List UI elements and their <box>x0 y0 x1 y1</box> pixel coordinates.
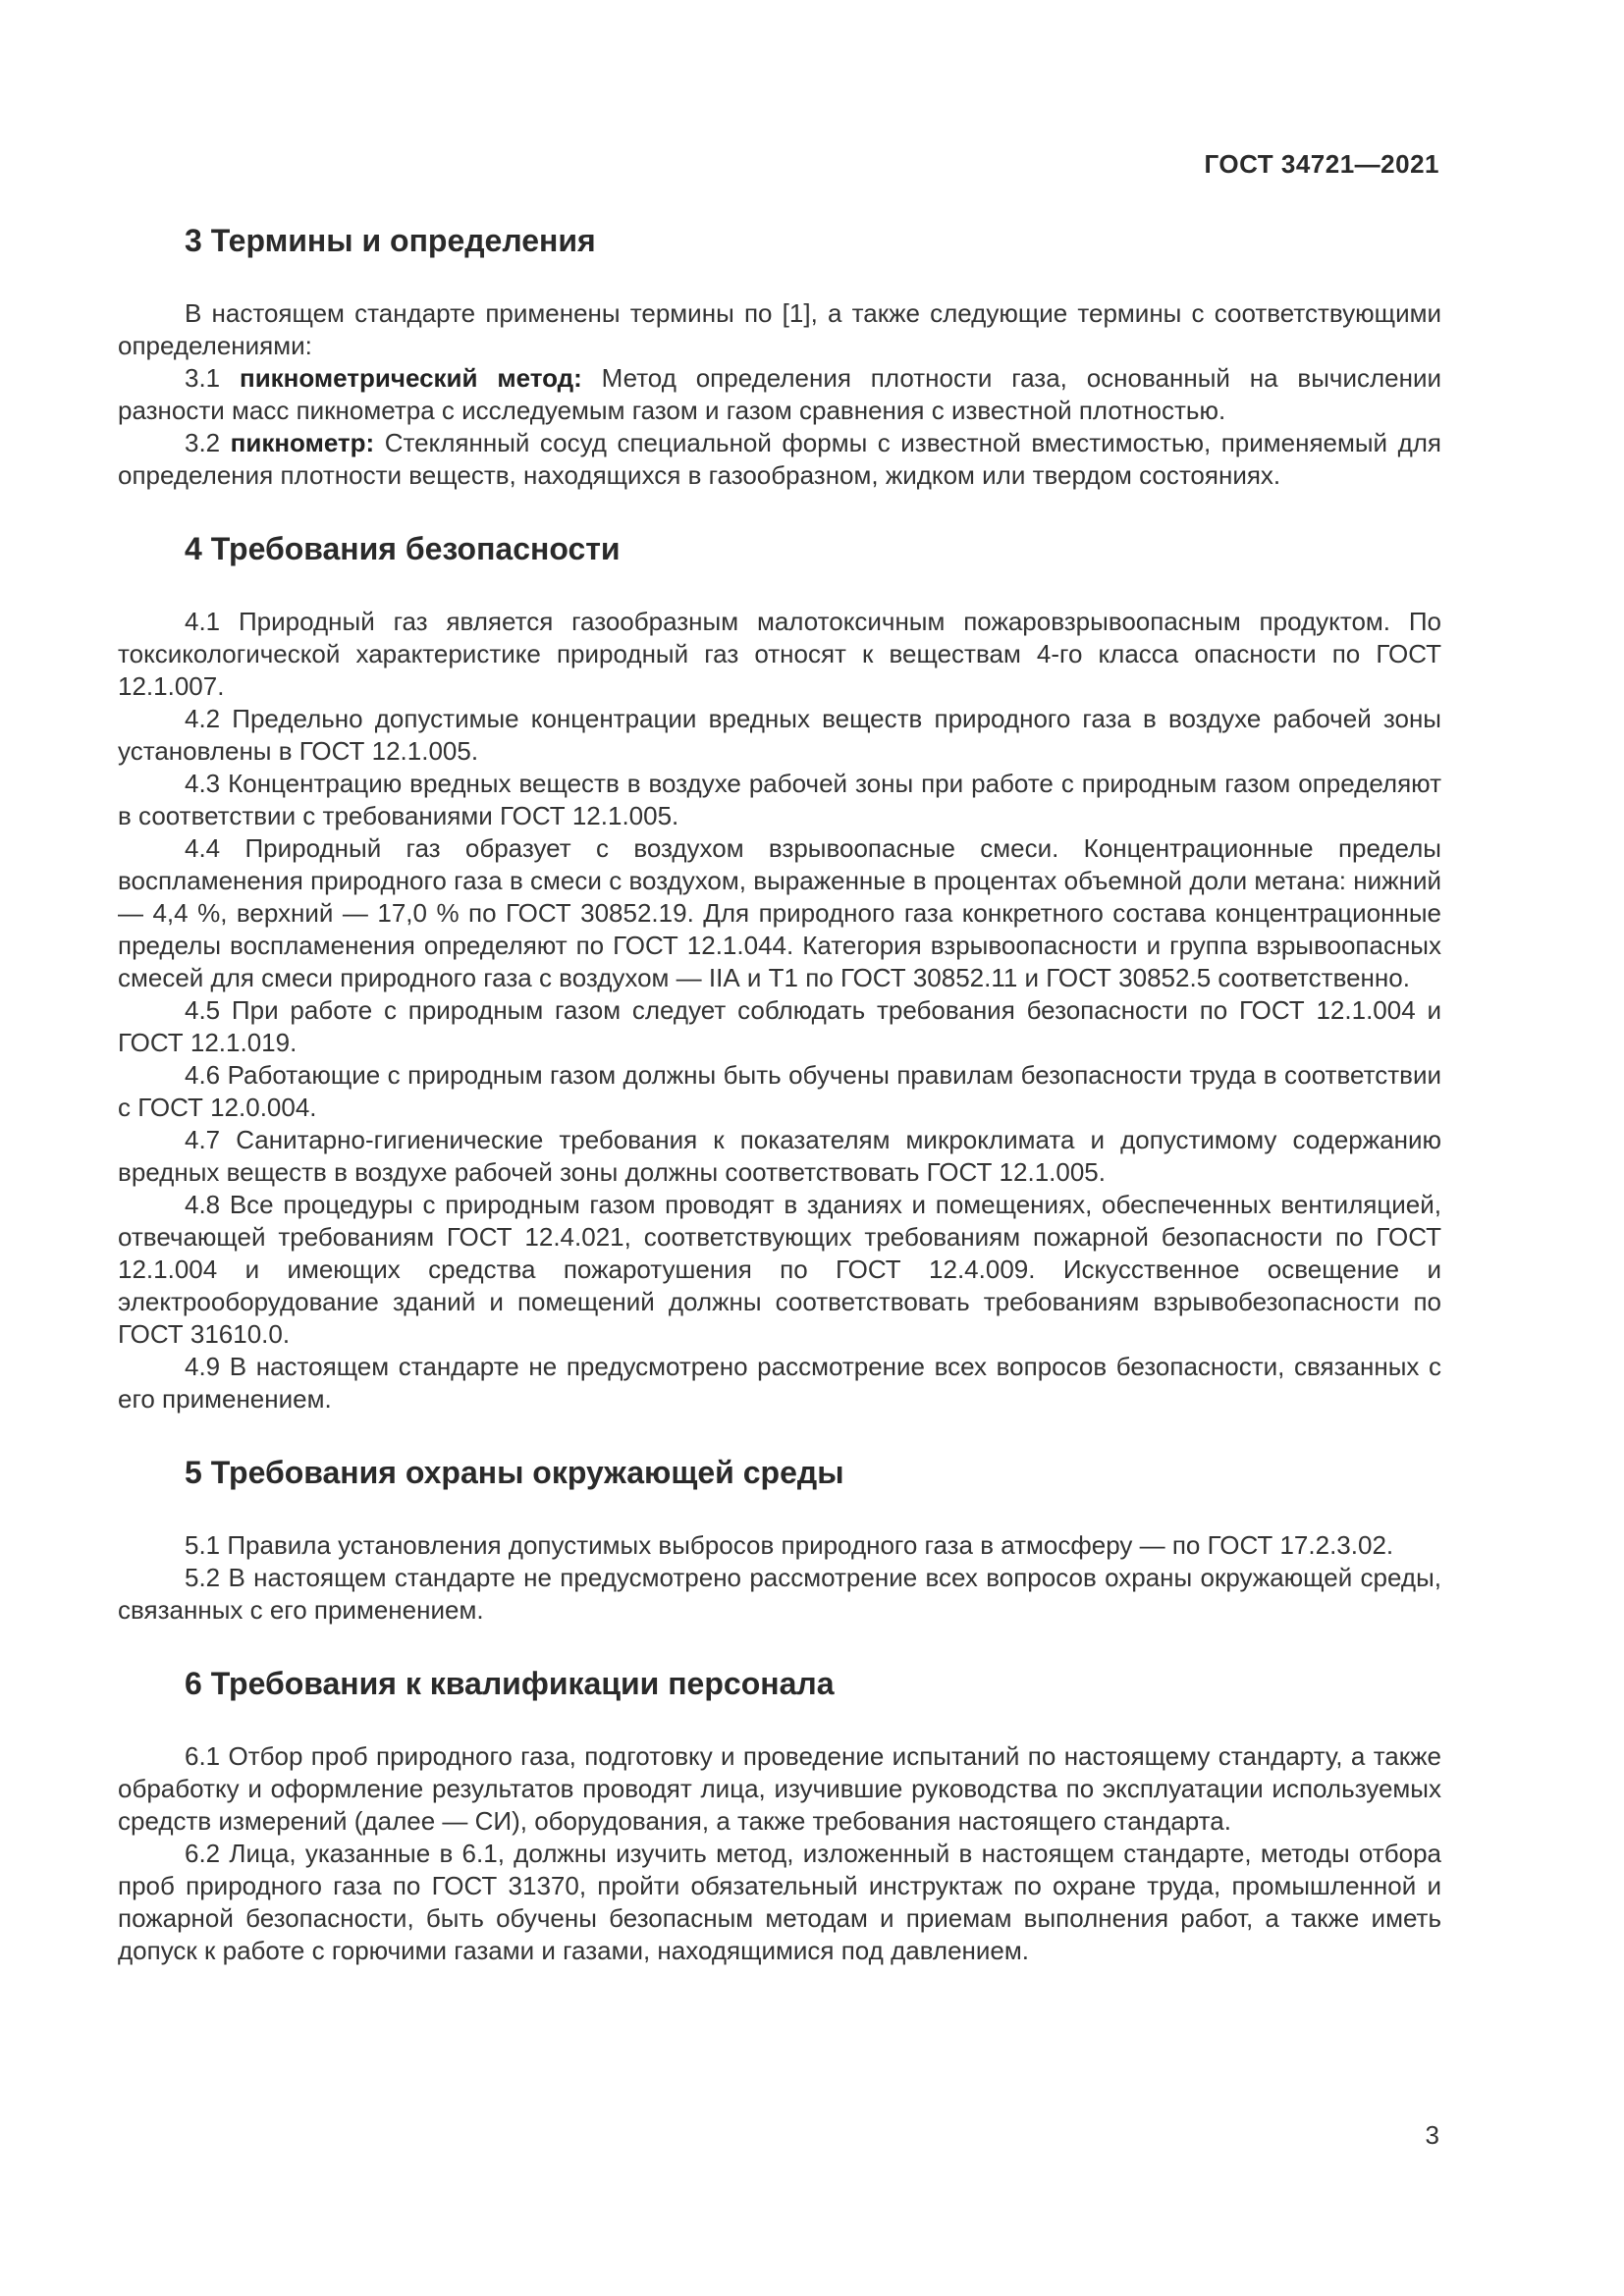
section-title: 6 Требования к квалификации персонала <box>185 1666 835 1701</box>
definition-number: 3.1 <box>185 363 240 393</box>
paragraph: 4.4 Природный газ образует с воздухом взрывоопасные смеси. Концентрационные пределы воспламенения природного газа в смеси с воздухом, выраженные в процентах объемной доли метана: нижний — 4,4 %, верхний — 17,0 % по ГОСТ 30852.19. Для природного газа конкретного состава концентрационные пределы воспламенения определяют по ГОСТ 12.1.044. Категория взрывоопасности и группа взрывоопасных смесей для смеси природного газа с воздухом — IIА и Т1 по ГОСТ 30852.11 и ГОСТ 30852.5 соответственно. <box>118 833 1441 992</box>
paragraph: 4.3 Концентрацию вредных веществ в воздухе рабочей зоны при работе с природным газом определяют в соответствии с требованиями ГОСТ 12.1.005. <box>118 769 1441 830</box>
paragraph: 4.2 Предельно допустимые концентрации вредных веществ природного газа в воздухе рабочей зоны установлены в ГОСТ 12.1.005. <box>118 704 1441 766</box>
section-title: 4 Требования безопасности <box>185 531 621 566</box>
section-environment <box>118 1451 1441 1627</box>
section-title: 5 Требования охраны окружающей среды <box>185 1455 844 1490</box>
definition-paragraph <box>118 362 1441 427</box>
section-title: 3 Термины и определения <box>185 223 596 258</box>
section-personnel <box>118 1662 1441 1967</box>
paragraph: 6.1 Отбор проб природного газа, подготовку и проведение испытаний по настоящему стандарту, а также обработку и оформление результатов проводят лица, изучившие руководства по эксплуатации используемых средств измерений (далее — СИ), оборудования, а также требования настоящего стандарта. <box>118 1741 1441 1836</box>
paragraph: 4.7 Санитарно-гигиенические требования к показателям микроклимата и допустимому содержанию вредных веществ в воздухе рабочей зоны должны соответствовать ГОСТ 12.1.005. <box>118 1125 1441 1187</box>
section-terms <box>118 219 1441 492</box>
paragraph: 4.5 При работе с природным газом следует соблюдать требования безопасности по ГОСТ 12.1.004 и ГОСТ 12.1.019. <box>118 995 1441 1057</box>
paragraph: 4.8 Все процедуры с природным газом проводят в зданиях и помещениях, обеспеченных вентиляцией, отвечающей требованиям ГОСТ 12.4.021, соответствующих требованиям пожарной безопасности по ГОСТ 12.1.004 и имеющих средства пожаротушения по ГОСТ 12.4.009. Искусственное освещение и электрооборудование зданий и помещений должны соответствовать требованиям взрывобезопасности по ГОСТ 31610.0. <box>118 1190 1441 1349</box>
definition-text: Метод определения плотности газа, основанный на вычислении разности масс пикнометра с исследуемым газом и газом сравнения с известной плотностью. <box>118 363 1441 425</box>
paragraph: 4.1 Природный газ является газообразным малотоксичным пожаровзрывоопасным продуктом. По токсикологической характеристике природный газ относят к веществам 4-го класса опасности по ГОСТ 12.1.007. <box>118 607 1441 701</box>
paragraph: 6.2 Лица, указанные в 6.1, должны изучить метод, изложенный в настоящем стандарте, методы отбора проб природного газа по ГОСТ 31370, пройти обязательный инструктаж по охране труда, промышленной и пожарной безопасности, быть обучены безопасным методам и приемам выполнения работ, а также иметь допуск к работе с горючими газами и газами, находящимися под давлением. <box>118 1839 1441 1965</box>
paragraph <box>118 297 1441 362</box>
defined-term: пикнометр: <box>230 428 375 457</box>
page-number: 3 <box>1425 2120 1439 2150</box>
paragraph: 5.2 В настоящем стандарте не предусмотрено рассмотрение всех вопросов охраны окружающей среды, связанных с его применением. <box>118 1563 1441 1625</box>
section-safety <box>118 527 1441 1415</box>
definition-text: Стеклянный сосуд специальной формы с известной вместимостью, применяемый для определения плотности веществ, находящихся в газообразном, жидком или твердом состояниях. <box>118 428 1441 490</box>
defined-term: пикнометрический метод: <box>239 363 582 393</box>
paragraph-text: В настоящем стандарте применены термины по [1], а также следующие термины с соответствующими определениями: <box>118 298 1441 360</box>
paragraph: 4.9 В настоящем стандарте не предусмотрено рассмотрение всех вопросов безопасности, связанных с его применением. <box>118 1352 1441 1414</box>
paragraph: 4.6 Работающие с природным газом должны быть обучены правилам безопасности труда в соответствии с ГОСТ 12.0.004. <box>118 1060 1441 1122</box>
definition-paragraph <box>118 427 1441 492</box>
paragraph: 5.1 Правила установления допустимых выбросов природного газа в атмосферу — по ГОСТ 17.2.3.02. <box>185 1530 1394 1560</box>
definition-number: 3.2 <box>185 428 231 457</box>
document-body <box>118 219 1441 2002</box>
standard-code-header: ГОСТ 34721—2021 <box>1204 149 1439 179</box>
